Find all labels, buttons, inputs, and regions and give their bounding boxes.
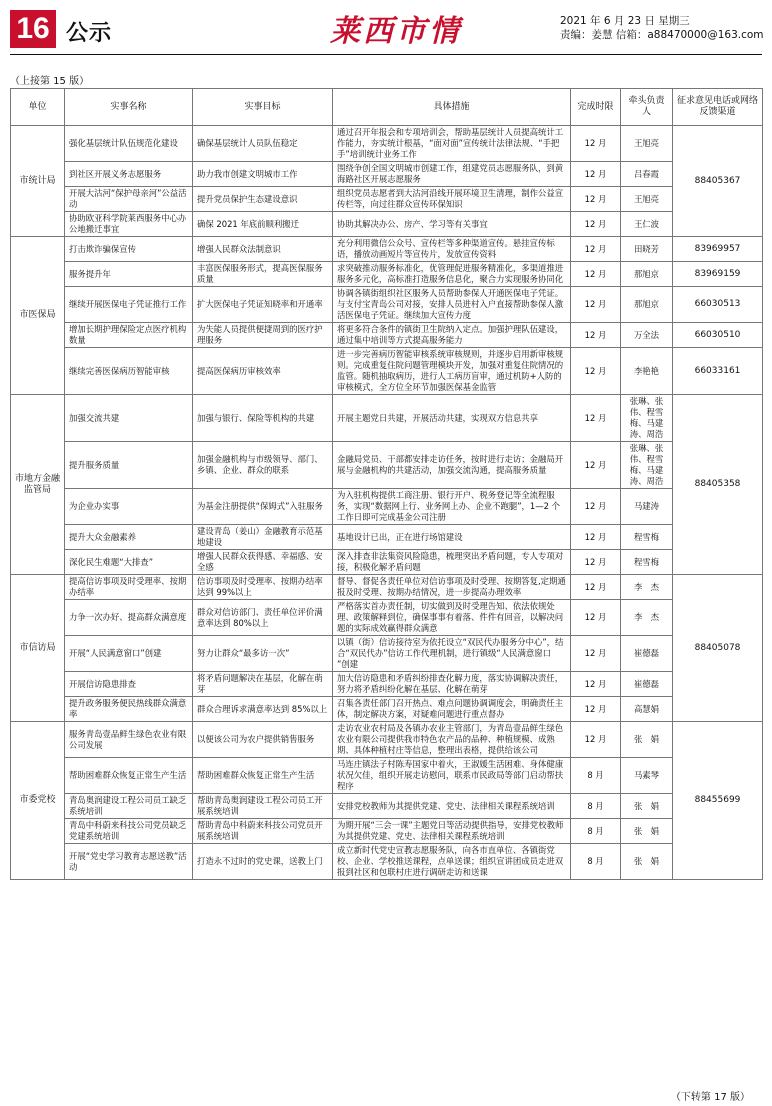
unit-cell: 市委党校 xyxy=(11,722,65,880)
responsible-person-cell: 田晓芳 xyxy=(621,237,673,262)
task-goal-cell: 群众合理诉求满意率达到 85%以上 xyxy=(193,697,333,722)
task-name-cell: 服务提升年 xyxy=(65,262,193,287)
task-measure-cell: 充分利用微信公众号、宣传栏等多种渠道宣传。悬挂宣传标语，播放动画短片等宣传片，发放宣传资料 xyxy=(333,237,571,262)
table-row xyxy=(11,262,763,287)
task-name-cell: 加强交流共建 xyxy=(65,395,193,442)
task-name-cell: 提升服务质量 xyxy=(65,442,193,489)
task-measure-cell: 走访农业农村局及各镇办农业主管部门，为青岛壹品鲜生绿色农业有限公司提供我市特色农产品的品种、种植规模、成熟期、具体种植村庄等信息，整理出表格，提供给该公司 xyxy=(333,722,571,758)
task-name-cell: 帮助困难群众恢复正常生产生活 xyxy=(65,758,193,794)
contact-phone-cell: 83969159 xyxy=(673,262,763,287)
contact-phone-cell: 66033161 xyxy=(673,348,763,395)
task-goal-cell: 提升党员保护生态建设意识 xyxy=(193,187,333,212)
deadline-cell: 8 月 xyxy=(571,758,621,794)
page-header xyxy=(0,0,772,56)
task-name-cell: 提升大众金融素养 xyxy=(65,525,193,550)
task-name-cell: 继续开展医保电子凭证推行工作 xyxy=(65,287,193,323)
col-header-contact: 征求意见电话或网络反馈渠道 xyxy=(673,89,763,126)
responsible-person-cell: 张琳、张伟、程雪梅、马建涛、周浩 xyxy=(621,442,673,489)
task-measure-cell: 求突破推动服务标准化，优管理促进服务精准化，多渠道推进服务多元化，高标准打造服务信息化，聚合力实现服务协同化 xyxy=(333,262,571,287)
deadline-cell: 12 月 xyxy=(571,262,621,287)
table-row xyxy=(11,287,763,323)
deadline-cell: 12 月 xyxy=(571,162,621,187)
table-row xyxy=(11,348,763,395)
contact-phone-cell: 88405367 xyxy=(673,126,763,237)
table-row xyxy=(11,758,763,794)
table-row xyxy=(11,162,763,187)
task-measure-cell: 加大信访隐患和矛盾纠纷排查化解力度，落实协调解决责任，努力将矛盾纠纷化解在基层、化解在萌芽 xyxy=(333,672,571,697)
task-measure-cell: 基地设计已出，正在进行场馆建设 xyxy=(333,525,571,550)
task-name-cell: 提升政务服务便民热线群众满意率 xyxy=(65,697,193,722)
responsible-person-cell: 张 娟 xyxy=(621,844,673,880)
header-rule xyxy=(10,54,762,55)
table-row xyxy=(11,323,763,348)
table-row xyxy=(11,550,763,575)
contact-phone-cell: 88405078 xyxy=(673,575,763,722)
task-measure-cell: 督导、督促各责任单位对信访事项及时受理、按期答复,定期通报及时受理、按期办结情况，进一步提高办理效率 xyxy=(333,575,571,600)
col-header-deadline: 完成时限 xyxy=(571,89,621,126)
deadline-cell: 12 月 xyxy=(571,126,621,162)
deadline-cell: 12 月 xyxy=(571,697,621,722)
table-row xyxy=(11,525,763,550)
task-measure-cell: 进一步完善病历智能审核系统审核规则，并逐步启用新审核规则。完成重复住院问题管理模块开发，加强对重复住院情况的监管。随机抽取病历，进行人工病历盲审，通过机防+人防的审核模式，全方位全环节加强医保基金监管 xyxy=(333,348,571,395)
table-row xyxy=(11,442,763,489)
responsible-person-cell: 高慧娟 xyxy=(621,697,673,722)
table-row xyxy=(11,212,763,237)
deadline-cell: 12 月 xyxy=(571,672,621,697)
task-measure-cell: 协调各镇街组织社区服务人员帮助参保人开通医保电子凭证。与支付宝青岛公司对接，安排人员进村入户直接帮助参保人激活医保电子凭证。继续加大宣传力度 xyxy=(333,287,571,323)
task-name-cell: 协助欧亚科学院莱西服务中心办公地搬迁事宜 xyxy=(65,212,193,237)
deadline-cell: 12 月 xyxy=(571,442,621,489)
deadline-cell: 12 月 xyxy=(571,550,621,575)
task-goal-cell: 努力让群众“最多访一次” xyxy=(193,636,333,672)
table-row xyxy=(11,672,763,697)
table-row xyxy=(11,697,763,722)
responsible-person-cell: 张 娟 xyxy=(621,819,673,844)
task-name-cell: 服务青岛壹品鲜生绿色农业有限公司发展 xyxy=(65,722,193,758)
table-body xyxy=(11,126,763,880)
task-goal-cell: 帮助青岛中科蔚来科技公司党员开展系统培训 xyxy=(193,819,333,844)
responsible-person-cell: 万全法 xyxy=(621,323,673,348)
continued-to-note: （下转第 17 版） xyxy=(670,1092,750,1103)
deadline-cell: 12 月 xyxy=(571,212,621,237)
task-measure-cell: 开展主题党日共建，开展活动共建，实现双方信息共享 xyxy=(333,395,571,442)
task-measure-cell: 协助其解决办公、房产、学习等有关事宜 xyxy=(333,212,571,237)
task-name-cell: 增加长期护理保险定点医疗机构数量 xyxy=(65,323,193,348)
task-name-cell: 强化基层统计队伍规范化建设 xyxy=(65,126,193,162)
table-row xyxy=(11,636,763,672)
task-measure-cell: 马连庄镇法子村陈寿国家中着火，王淑媛生活困难、身体健康状况欠佳，组织开展走访慰问，联系市民政局等部门启动帮扶程序 xyxy=(333,758,571,794)
task-name-cell: 开展“党史学习教育志愿送教”活动 xyxy=(65,844,193,880)
task-measure-cell: 为入驻机构提供工商注册、银行开户、税务登记等全流程服务，实现“数据网上行、业务网上办、企业不跑腿”，1—2 个工作日即可完成基金公司注册 xyxy=(333,489,571,525)
table-row xyxy=(11,844,763,880)
responsible-person-cell: 那旭京 xyxy=(621,287,673,323)
section-title: 公示 xyxy=(66,21,113,46)
task-goal-cell: 扩大医保电子凭证知晓率和开通率 xyxy=(193,287,333,323)
unit-cell: 市统计局 xyxy=(11,126,65,237)
task-measure-cell: 围绕争创全国文明城市创建工作，组建党员志愿服务队，到黄海路社区开展志愿服务 xyxy=(333,162,571,187)
col-header-person: 牵头负责人 xyxy=(621,89,673,126)
responsible-person-cell: 王仁波 xyxy=(621,212,673,237)
responsible-person-cell: 马建涛 xyxy=(621,489,673,525)
task-measure-cell: 安排党校教师为其提供党建、党史、法律相关课程系统培训 xyxy=(333,794,571,819)
deadline-cell: 8 月 xyxy=(571,844,621,880)
task-measure-cell: 深入排查非法集资风险隐患，梳理突出矛盾问题，专人专项对接，积极化解矛盾问题 xyxy=(333,550,571,575)
task-name-cell: 力争一次办好、提高群众满意度 xyxy=(65,600,193,636)
task-goal-cell: 为失能人员提供便捷周到的医疗护理服务 xyxy=(193,323,333,348)
col-header-goal: 实事目标 xyxy=(193,89,333,126)
task-goal-cell: 确保 2021 年底前顺利搬迁 xyxy=(193,212,333,237)
task-name-cell: 打击欺诈骗保宣传 xyxy=(65,237,193,262)
continued-from-note: （上接第 15 版） xyxy=(10,76,90,87)
task-goal-cell: 打造永不过时的党史课，送教上门 xyxy=(193,844,333,880)
task-goal-cell: 建设青岛（姜山）金融教育示范基地建设 xyxy=(193,525,333,550)
task-measure-cell: 以镇（街）信访接待室为依托设立“双民代办服务分中心”，结合“双民代办”信访工作代理机制，进行镇级“人民满意窗口 ”创建 xyxy=(333,636,571,672)
deadline-cell: 12 月 xyxy=(571,636,621,672)
date-editor-block xyxy=(560,14,764,42)
contact-phone-cell: 66030510 xyxy=(673,323,763,348)
responsible-person-cell: 那旭京 xyxy=(621,262,673,287)
deadline-cell: 12 月 xyxy=(571,287,621,323)
task-name-cell: 到社区开展义务志愿服务 xyxy=(65,162,193,187)
task-measure-cell: 通过召开年报会和专项培训会，帮助基层统计人员提高统计工作能力，夯实统计根基，“面对面”宣传统计法律法规、“手把手”培训统计业务工作 xyxy=(333,126,571,162)
deadline-cell: 12 月 xyxy=(571,237,621,262)
unit-cell: 市信访局 xyxy=(11,575,65,722)
task-name-cell: 提高信访事项及时受理率、按期办结率 xyxy=(65,575,193,600)
deadline-cell: 12 月 xyxy=(571,525,621,550)
task-goal-cell: 信访事项及时受理率、按期办结率达到 99%以上 xyxy=(193,575,333,600)
deadline-cell: 12 月 xyxy=(571,722,621,758)
task-measure-cell: 金融局党员、干部都安排走访任务，按时进行走访；金融局开展与金融机构的共建活动，加强交流沟通，提高服务质量 xyxy=(333,442,571,489)
task-name-cell: 开展信访隐患排查 xyxy=(65,672,193,697)
task-name-cell: 开展大沽河“保护母亲河”公益活动 xyxy=(65,187,193,212)
unit-cell: 市地方金融监管局 xyxy=(11,395,65,575)
task-goal-cell: 增强人民群众法制意识 xyxy=(193,237,333,262)
responsible-person-cell: 张琳、张伟、程雪梅、马建涛、周浩 xyxy=(621,395,673,442)
task-name-cell: 深化民生难题“大排查” xyxy=(65,550,193,575)
deadline-cell: 12 月 xyxy=(571,323,621,348)
task-measure-cell: 为期开展“三会一课”主题党日等活动提供指导，安排党校教师为其提供党建、党史、法律相关课程系统培训 xyxy=(333,819,571,844)
task-goal-cell: 丰富医保服务形式，提高医保服务质量 xyxy=(193,262,333,287)
deadline-cell: 12 月 xyxy=(571,489,621,525)
task-goal-cell: 为基金注册提供“保姆式”入驻服务 xyxy=(193,489,333,525)
task-goal-cell: 加强金融机构与市级领导、部门、乡镇、企业、群众的联系 xyxy=(193,442,333,489)
responsible-person-cell: 吕春霞 xyxy=(621,162,673,187)
table-row xyxy=(11,126,763,162)
table-header-row xyxy=(11,89,763,126)
task-goal-cell: 将矛盾问题解决在基层，化解在萌芽 xyxy=(193,672,333,697)
task-goal-cell: 增强人民群众获得感、幸福感、安全感 xyxy=(193,550,333,575)
task-measure-cell: 严格落实首办责任制，切实做到及时受理告知、依法依规处理、政策解释到位，确保事事有着落、件件有回音，以解决问题的实际成效赢得群众满意 xyxy=(333,600,571,636)
task-goal-cell: 确保基层统计人员队伍稳定 xyxy=(193,126,333,162)
task-name-cell: 青岛奥润建设工程公司员工缺乏系统培训 xyxy=(65,794,193,819)
task-measure-cell: 组织党员志愿者到大沽河沿线开展环境卫生清理，制作公益宣传栏等，向过往群众宣传环保知识 xyxy=(333,187,571,212)
table-row xyxy=(11,819,763,844)
responsible-person-cell: 李艳艳 xyxy=(621,348,673,395)
table-row xyxy=(11,395,763,442)
responsible-person-cell: 张 娟 xyxy=(621,722,673,758)
responsible-person-cell: 王旭亮 xyxy=(621,126,673,162)
col-header-name: 实事名称 xyxy=(65,89,193,126)
contact-phone-cell: 66030513 xyxy=(673,287,763,323)
responsible-person-cell: 崔德磊 xyxy=(621,636,673,672)
table-row xyxy=(11,237,763,262)
task-goal-cell: 助力我市创建文明城市工作 xyxy=(193,162,333,187)
responsible-person-cell: 李 杰 xyxy=(621,575,673,600)
publish-date: 2021 年 6 月 23 日 星期三 xyxy=(560,15,690,27)
deadline-cell: 8 月 xyxy=(571,794,621,819)
table-row xyxy=(11,489,763,525)
masthead-logo: 莱西市情 xyxy=(330,14,462,49)
responsible-person-cell: 张 娟 xyxy=(621,794,673,819)
task-goal-cell: 加强与银行、保险等机构的共建 xyxy=(193,395,333,442)
table-row xyxy=(11,575,763,600)
task-name-cell: 青岛中科蔚来科技公司党员缺乏党建系统培训 xyxy=(65,819,193,844)
col-header-measure: 具体措施 xyxy=(333,89,571,126)
task-measure-cell: 将更多符合条件的镇街卫生院纳入定点。加强护理队伍建设，通过集中培训等方式提高服务能力 xyxy=(333,323,571,348)
contact-phone-cell: 88405358 xyxy=(673,395,763,575)
deadline-cell: 12 月 xyxy=(571,395,621,442)
page-number: 16 xyxy=(10,10,56,48)
unit-cell: 市医保局 xyxy=(11,237,65,395)
task-goal-cell: 帮助青岛奥润建设工程公司员工开展系统培训 xyxy=(193,794,333,819)
responsible-person-cell: 王旭亮 xyxy=(621,187,673,212)
task-measure-cell: 召集各责任部门召开热点、难点问题协调调度会，明确责任主体，制定解决方案，对疑难问题进行重点督办 xyxy=(333,697,571,722)
col-header-unit: 单位 xyxy=(11,89,65,126)
task-name-cell: 继续完善医保病历智能审核 xyxy=(65,348,193,395)
deadline-cell: 8 月 xyxy=(571,819,621,844)
table-row xyxy=(11,600,763,636)
public-notice-table xyxy=(10,88,763,880)
responsible-person-cell: 马素琴 xyxy=(621,758,673,794)
task-measure-cell: 成立新时代党史宣教志愿服务队，向各市直单位、各镇街党校、企业、学校推送课程，点单送课；组织宣讲团成员走进双报到社区和包联村庄进行调研走访和送课 xyxy=(333,844,571,880)
responsible-person-cell: 程雪梅 xyxy=(621,550,673,575)
responsible-person-cell: 崔德磊 xyxy=(621,672,673,697)
task-goal-cell: 帮助困难群众恢复正常生产生活 xyxy=(193,758,333,794)
task-goal-cell: 提高医保病历审核效率 xyxy=(193,348,333,395)
deadline-cell: 12 月 xyxy=(571,575,621,600)
contact-phone-cell: 83969957 xyxy=(673,237,763,262)
editor-contact: 责编：姜慧 信箱：a88470000@163.com xyxy=(560,29,764,41)
deadline-cell: 12 月 xyxy=(571,187,621,212)
deadline-cell: 12 月 xyxy=(571,348,621,395)
task-goal-cell: 群众对信访部门、责任单位评价满意率达到 80%以上 xyxy=(193,600,333,636)
table-row xyxy=(11,794,763,819)
contact-phone-cell: 88455699 xyxy=(673,722,763,880)
responsible-person-cell: 李 杰 xyxy=(621,600,673,636)
table-row xyxy=(11,722,763,758)
task-goal-cell: 以便该公司为农户提供销售服务 xyxy=(193,722,333,758)
deadline-cell: 12 月 xyxy=(571,600,621,636)
table-row xyxy=(11,187,763,212)
task-name-cell: 开展“人民满意窗口”创建 xyxy=(65,636,193,672)
task-name-cell: 为企业办实事 xyxy=(65,489,193,525)
responsible-person-cell: 程雪梅 xyxy=(621,525,673,550)
